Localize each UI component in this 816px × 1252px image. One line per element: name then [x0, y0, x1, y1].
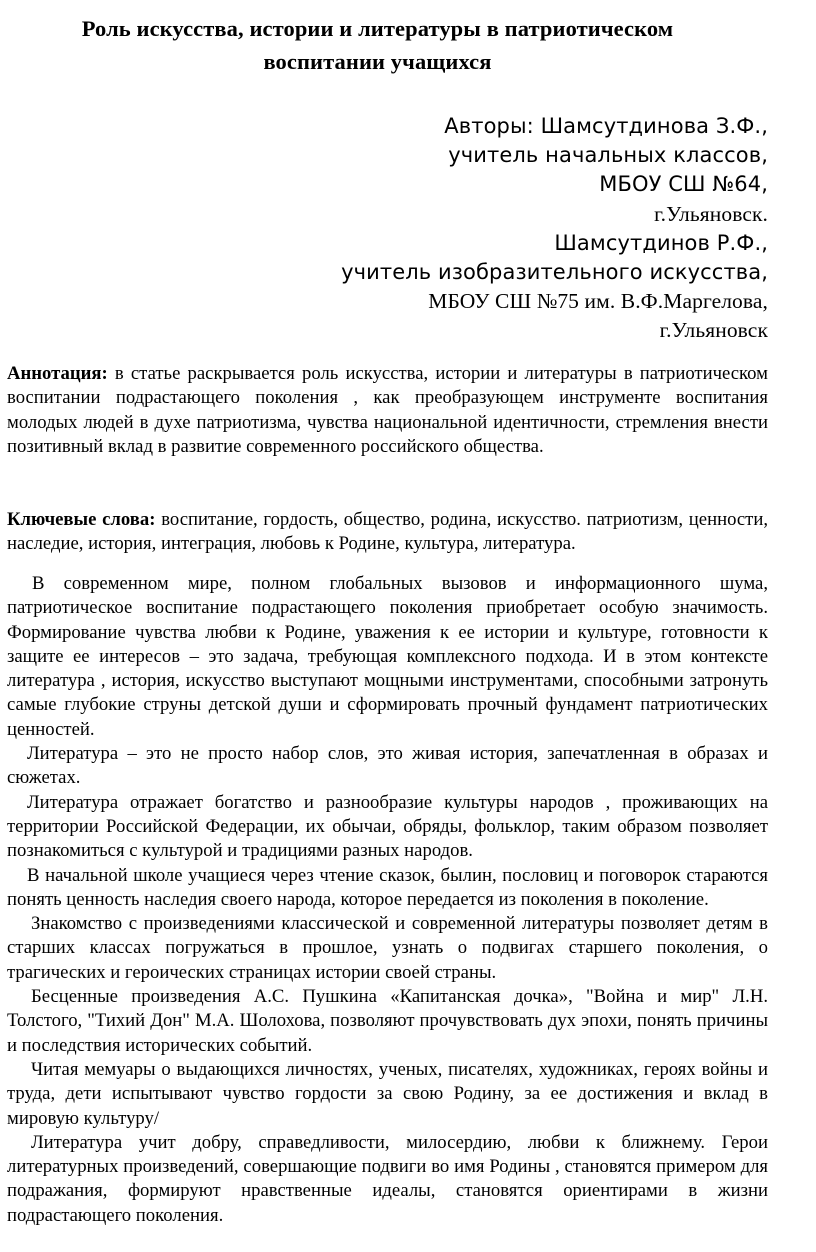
paragraph: Читая мемуары о выдающихся личностях, ученых, писателях, художниках, героях войны и труда, дети испытывают чувство гордости за свою Родину, за ее достижения и вклад в мировую культуру/ [7, 1058, 768, 1129]
author-line: г.Ульяновск [659, 318, 768, 343]
abstract-label: Аннотация: [7, 363, 108, 384]
author-line: Шамсутдинов Р.Ф., [554, 230, 768, 255]
author-line: МБОУ СШ №64, [599, 172, 768, 197]
keywords [7, 508, 768, 557]
main-text [7, 572, 768, 1228]
paragraph: В современном мире, полном глобальных вызовов и информационного шума, патриотическое воспитание подрастающего поколения приобретает особую значимость. Формирование чувства любви к Родине, уважения к ее истории и культуре, готовности к защите ее интересов – это задача, требующая комплексного подхода. И в этом контексте литература , история, искусство выступают мощными инструментами, способными затронуть самые глубокие струны детской души и сформировать прочный фундамент патриотических ценностей. [7, 573, 768, 740]
document-title [0, 12, 755, 78]
abstract [7, 362, 768, 459]
author-line: учитель изобразительного искусства, [341, 260, 768, 285]
paragraph: Литература учит добру, справедливости, милосердию, любви к ближнему. Герои литературных произведений, совершающие подвиги во имя Родины , становятся примером для подражания, формируют нравственные идеалы, становятся ориентирами в жизни подрастающего поколения. [7, 1131, 768, 1226]
abstract-text: в статье раскрывается роль искусства, истории и литературы в патриотическом воспитании подрастающего поколения , как преобразующем инструменте воспитания молодых людей в духе патриотизма, чувства национальной идентичности, стремления внести позитивный вклад в развитие современного российского общества. [7, 363, 768, 457]
title-line-2: воспитании учащихся [263, 49, 492, 74]
title-line-1: Роль искусства, истории и литературы в патриотическом [81, 16, 674, 41]
keywords-text: воспитание, гордость, общество, родина, искусство. патриотизм, ценности, наследие, история, интеграция, любовь к Родине, культура, литература. [7, 509, 769, 555]
paragraph: Бесценные произведения А.С. Пушкина «Капитанская дочка», "Война и мир" Л.Н. Толстого, "Тихий Дон" М.А. Шолохова, позволяют прочувствовать дух эпохи, понять причины и последствия исторических событий. [7, 986, 768, 1056]
author-line: Авторы: Шамсутдинова З.Ф., [444, 114, 768, 138]
authors-block [341, 112, 768, 346]
paragraph: Литература – это не просто набор слов, это живая история, запечатленная в образах и сюжетах. [7, 743, 768, 789]
paragraph: Литература отражает богатство и разнообразие культуры народов , проживающих на территории Российской Федерации, их обычаи, обряды, фольклор, таким образом позволяет познакомиться с культурой и традициями разных народов. [7, 791, 768, 862]
keywords-label: Ключевые слова: [7, 509, 156, 530]
author-line: учитель начальных классов, [448, 143, 768, 168]
author-line: МБОУ СШ №75 им. В.Ф.Маргелова, [428, 289, 768, 314]
paragraph: Знакомство с произведениями классической и современной литературы позволяет детям в старших классах погружаться в прошлое, узнать о подвигах старшего поколения, о трагических и героических страницах истории своей страны. [7, 913, 768, 983]
author-line: г.Ульяновск. [654, 201, 768, 226]
paragraph: В начальной школе учащиеся через чтение сказок, былин, пословиц и поговорок стараются понять ценность наследия своего народа, которое передается из поколения в поколение. [7, 864, 768, 910]
